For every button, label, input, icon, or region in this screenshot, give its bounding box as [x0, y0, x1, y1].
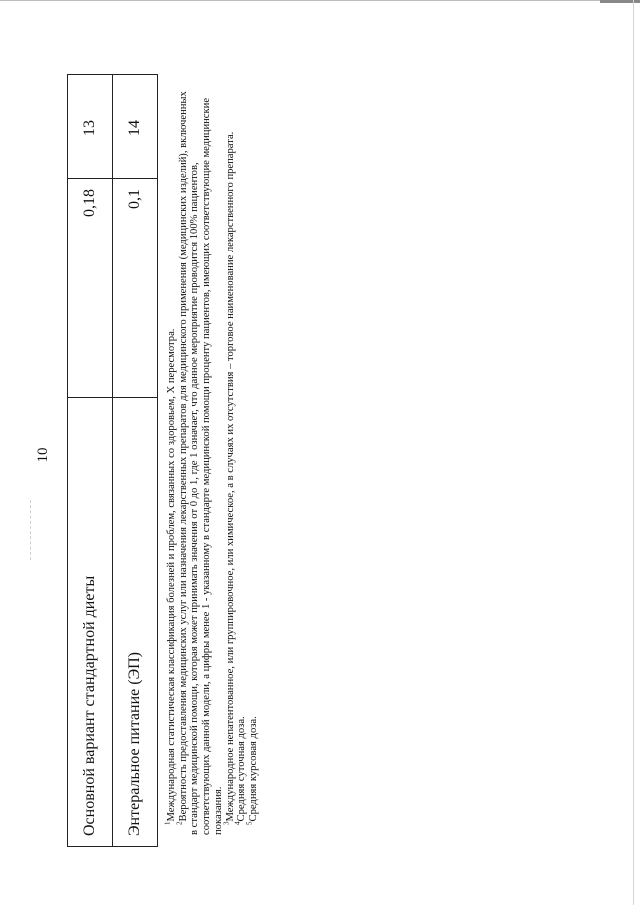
- footnote-text: Международная статистическая классификация болезней и проблем, связанных со здоровьем, X пересмотра.: [166, 328, 177, 822]
- footnote-5: [245, 90, 260, 835]
- footnote-4: [233, 90, 248, 835]
- footnote-2: [175, 90, 225, 835]
- footnote-text: Международное непатентованное, или группировочное, или химическое, а в случаях их отсутствия – торговое наименование лекарственного препарата.: [224, 131, 236, 822]
- footnote-mark: 3: [221, 821, 230, 825]
- footnote-3: [221, 90, 237, 835]
- table-row: [113, 75, 158, 847]
- footnotes: [163, 90, 260, 835]
- footnote-text: Средняя курсовая доза.: [247, 716, 259, 822]
- table-cell-name: Основной вариант стандартной диеты: [68, 398, 113, 847]
- footnote-1: [163, 90, 178, 835]
- footnote-mark: 4: [233, 821, 242, 825]
- table-cell-frequency: 0,1: [113, 179, 158, 398]
- table-cell-frequency: 0,18: [68, 179, 113, 398]
- footnote-mark: 5: [245, 821, 254, 825]
- footnote-mark: 1: [163, 821, 172, 825]
- footnote-text: Вероятность предоставления медицинских услуг или назначения лекарственных препаратов для медицинского применения (медицинских изделий), включенных в стандарт медицинской помощи, которая может принимать значения от 0 до 1, где 1 означает, что данное мероприятие проводится 100% пациентов, соответствующих данной модели, а цифры менее 1 - указанному в стандарте медицинской помощи проценту пациентов, имеющих соответствующие медицинские показания.: [177, 91, 224, 835]
- footnote-text: Средняя суточная доза.: [236, 716, 248, 822]
- diet-table: [67, 74, 158, 847]
- page-number: 10: [35, 447, 51, 463]
- table-cell-count: 14: [113, 75, 158, 179]
- footnote-mark: 2: [175, 821, 184, 825]
- table-row: [68, 75, 113, 847]
- table-cell-count: 13: [68, 75, 113, 179]
- table-cell-name: Энтеральное питание (ЭП): [113, 398, 158, 847]
